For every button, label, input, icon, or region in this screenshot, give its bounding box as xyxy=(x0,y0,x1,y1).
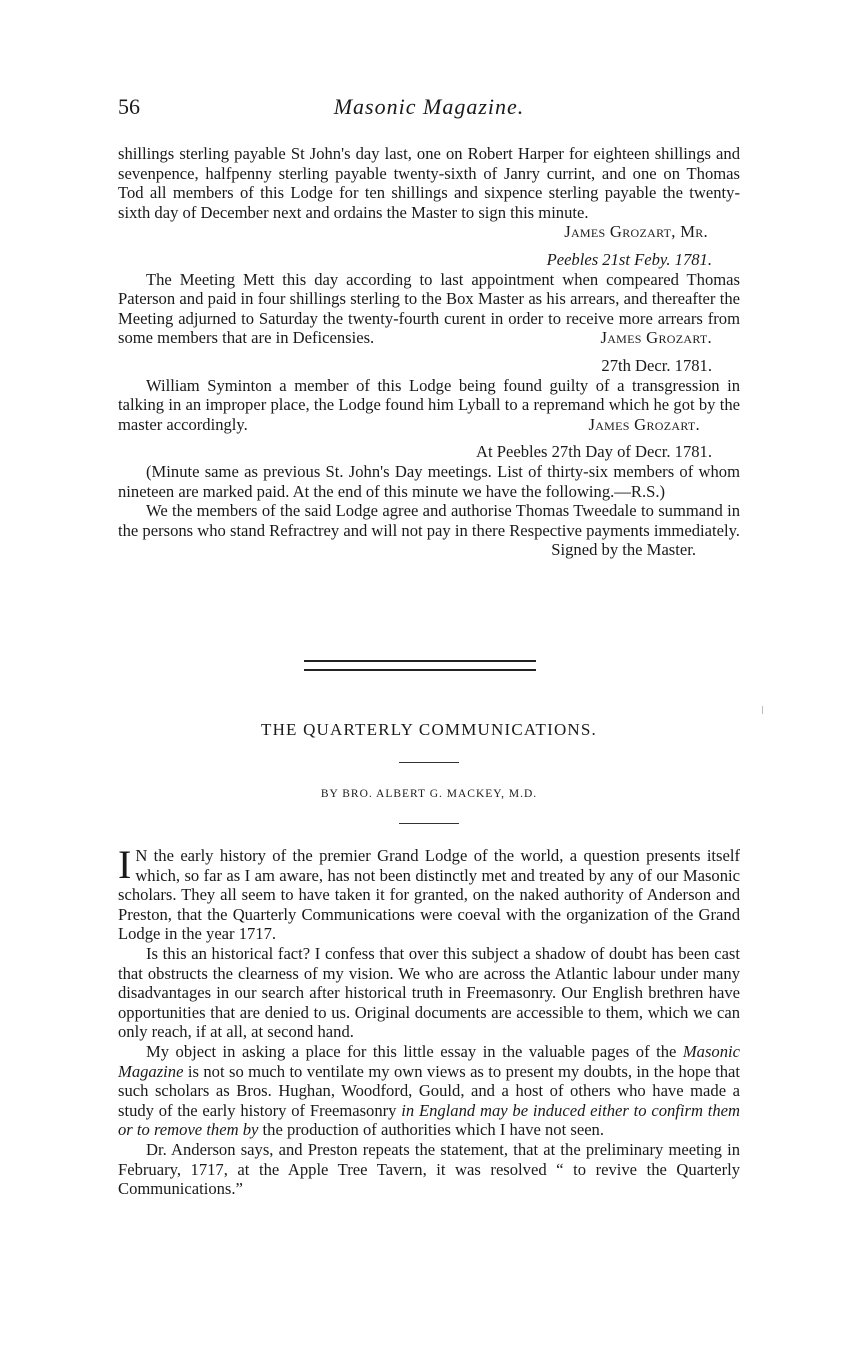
page-header xyxy=(118,94,740,128)
article-paragraph-3: My object in asking a place for this little essay in the valuable pages of the Masonic Magazine is not so much to ventilate my own views as to present my doubts, in the hope that such scholars as Bros. Hughan, Woodford, Gould, and a host of others who have made a study of the early history of Freemasonry in England may be induced either to confirm them or to remove them by the production of authorities which I have not seen. xyxy=(118,1041,740,1140)
signature-james-grozart-mr: James Grozart, Mr. xyxy=(564,222,708,242)
article-title: THE QUARTERLY COMMUNICATIONS. xyxy=(260,720,598,739)
signature-master: Signed by the Master. xyxy=(551,540,696,560)
article-paragraph-4: Dr. Anderson says, and Preston repeats the statement, that at the preliminary meeting in February, 1717, at the Apple Tree Tavern, it was resolved “ to revive the Quarterly Communications.” xyxy=(118,1139,740,1199)
section-divider xyxy=(304,660,536,671)
date-27th-decr-1781: 27th Decr. 1781. xyxy=(601,355,712,375)
magazine-title-italic: Masonic Magazine xyxy=(118,1041,740,1081)
date-at-peebles-1781: At Peebles 27th Day of Decr. 1781. xyxy=(476,442,712,462)
minute-paragraph-2: The Meeting Mett this day according to last appointment when compeared Thomas Paterson and paid in four shillings sterling to the Box Master as his arrears, and thereafter the Meeting adjurned to Saturday the twenty-fourth curent in order to receive more arrears from some members that are in Deficensies. James Grozart. xyxy=(118,269,740,348)
drop-cap: I xyxy=(118,842,132,887)
minute-paragraph-3: William Syminton a member of this Lodge being found guilty of a transgression in talking in an improper place, the Lodge found him Lyball to a repremand which he got by the master accordingly. James Grozart. xyxy=(118,375,740,434)
running-title: Masonic Magazine. xyxy=(333,94,525,119)
minutes-section xyxy=(118,144,740,560)
page-number: 56 xyxy=(118,94,140,119)
signature-james-grozart: James Grozart. xyxy=(588,414,700,434)
scan-mark xyxy=(762,706,763,714)
article-paragraph-2: Is this an historical fact? I confess that over this subject a shadow of doubt has been cast that obstructs the clearness of my vision. We who are across the Atlantic labour under many disadvantages in our search after historical truth in Freemasonry. Our English brethren have opportunities that are denied to us. Original documents are accessible to them, which we can only reach, if at all, at second hand. xyxy=(118,943,740,1042)
minute-paragraph-1: shillings sterling payable St John's day last, one on Robert Harper for eighteen shillings and sevenpence, halfpenny sterling payable twenty-sixth of Janry currint, and one on Thomas Tod all members of this Lodge for ten shillings and sixpence sterling payable the twenty-sixth day of December next and ordains the Master to sign this minute. James Grozart, Mr. xyxy=(118,144,740,242)
date-peebles-feby-1781: Peebles 21st Feby. 1781. xyxy=(546,249,712,269)
signature-james-grozart: James Grozart. xyxy=(600,328,712,348)
article-body xyxy=(118,842,740,1199)
minute-paragraph-5: We the members of the said Lodge agree and authorise Thomas Tweedale to summand in the persons who stand Refractrey and will not pay in there Respective payments immediately. Signed by the Master. xyxy=(118,501,740,560)
article-paragraph-1: I N the early history of the premier Grand Lodge of the world, a question presents itself which, so far as I am aware, has not been distinctly met and treated by any of our Masonic scholars. They all seem to have taken it for granted, on the naked authority of Anderson and Preston, that the Quarterly Communications were coeval with the organization of the Grand Lodge in the year 1717. xyxy=(118,842,740,944)
minute-paragraph-4: (Minute same as previous St. John's Day meetings. List of thirty-six members of whom nineteen are marked paid. At the end of this minute we have the following.—R.S.) xyxy=(118,461,740,501)
article-byline: BY BRO. ALBERT G. MACKEY, M.D. xyxy=(320,788,538,800)
